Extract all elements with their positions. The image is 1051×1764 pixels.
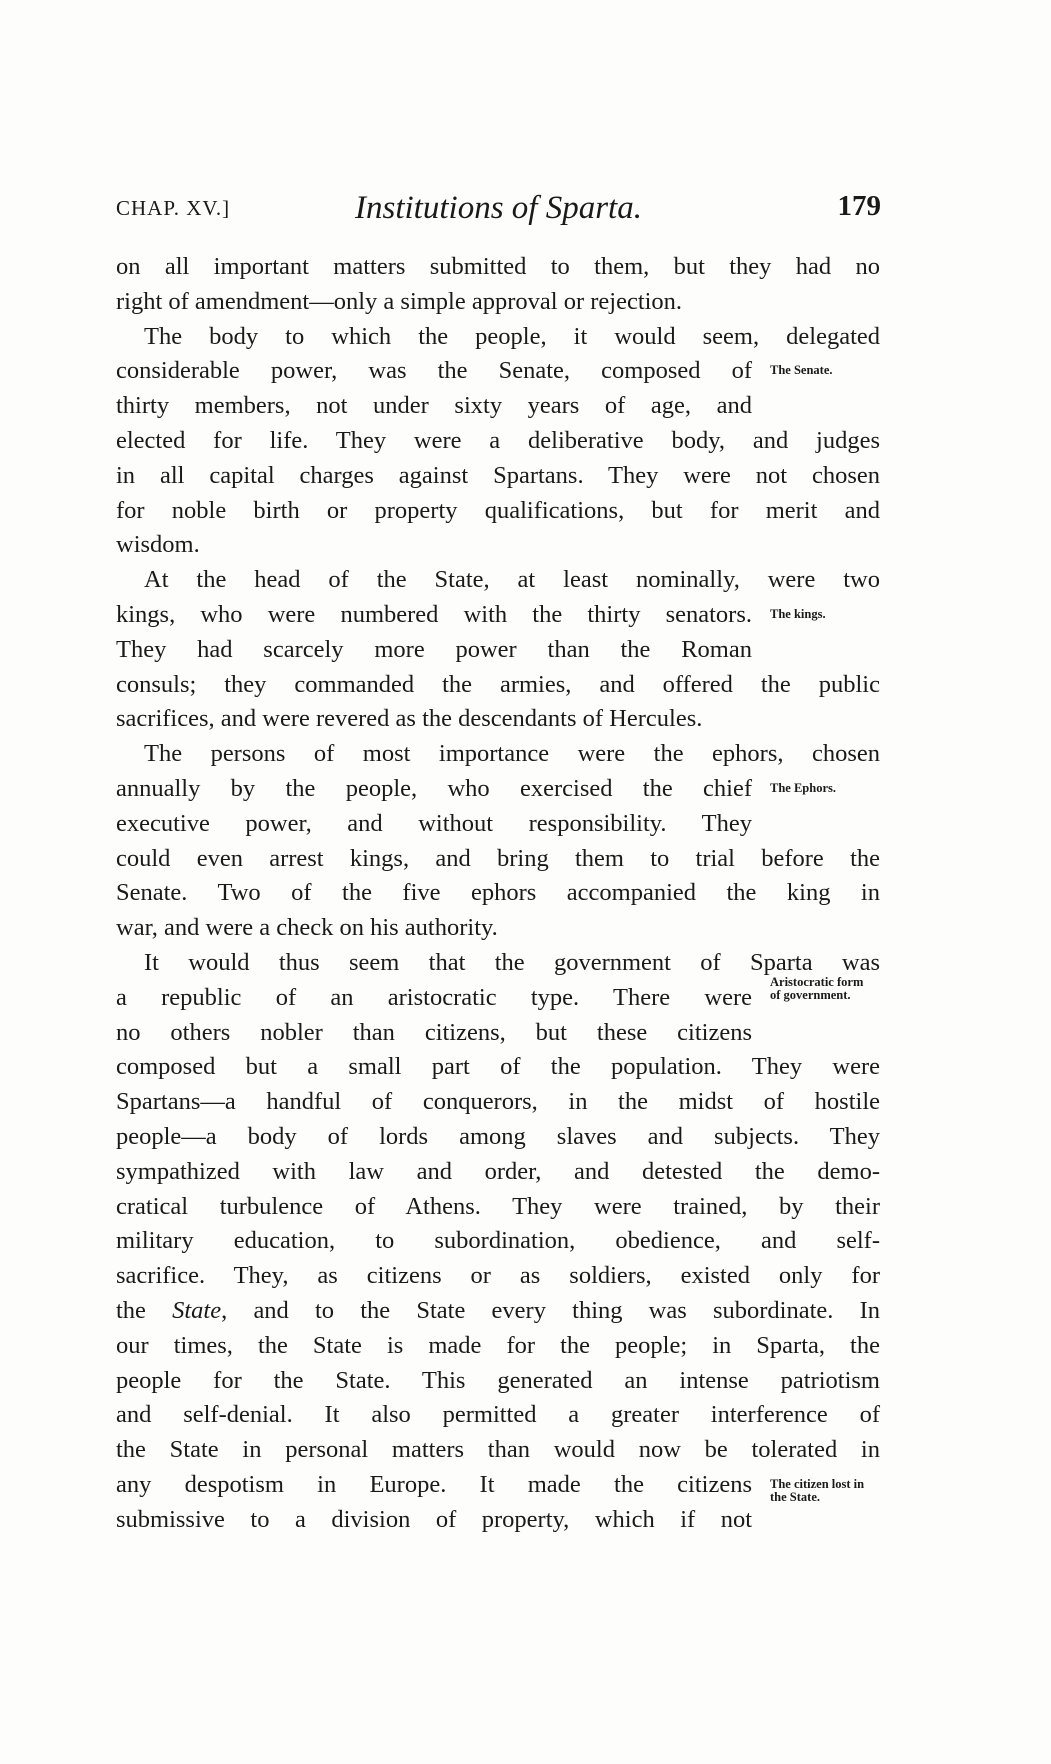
text-line: and self-denial. It also permitted a greater interference of	[116, 1401, 880, 1429]
text-line: no others nobler than citizens, but these citizens	[116, 1018, 752, 1046]
text-line: submissive to a division of property, which if not	[116, 1505, 752, 1533]
text-line: sacrifices, and were revered as the descendants of Hercules.	[116, 705, 703, 733]
text-line: The body to which the people, it would seem, delegated	[144, 322, 880, 350]
margin-note-citizen: The citizen lost in the State.	[770, 1477, 865, 1504]
running-header	[116, 190, 881, 230]
page-body	[116, 250, 880, 1537]
text-line: for noble birth or property qualifications, but for merit and	[116, 496, 880, 524]
page-number: 179	[837, 190, 881, 222]
text-line: the State in personal matters than would now be tolerated in	[116, 1436, 880, 1464]
text-line: military education, to subordination, obedience, and self-	[116, 1227, 880, 1255]
text-line: It would thus seem that the government of Sparta was	[144, 948, 880, 976]
text-line: They had scarcely more power than the Roman	[116, 635, 752, 663]
margin-note-kings: The kings.	[770, 607, 826, 621]
text-line: sympathized with law and order, and detested the demo-	[116, 1157, 880, 1185]
running-title: Institutions of Sparta.	[355, 190, 642, 226]
text-line: Senate. Two of the five ephors accompanied the king in	[116, 879, 880, 907]
chapter-label: CHAP. XV.]	[116, 196, 231, 220]
text-line: executive power, and without responsibility. They	[116, 809, 752, 837]
text-fragment: , and to the State every thing was subordinate. In	[221, 1296, 880, 1324]
text-line: a republic of an aristocratic type. There were	[116, 983, 752, 1011]
text-line: our times, the State is made for the people; in Sparta, the	[116, 1331, 880, 1359]
margin-note-aristocratic: Aristocratic form of government.	[770, 975, 864, 1002]
margin-note-senate: The Senate.	[770, 363, 833, 377]
italic-word: State	[172, 1296, 222, 1324]
text-fragment: the	[116, 1296, 146, 1324]
text-line: people—a body of lords among slaves and subjects. They	[116, 1122, 880, 1150]
text-line: consuls; they commanded the armies, and offered the public	[116, 670, 880, 698]
text-line: considerable power, was the Senate, composed of	[116, 357, 752, 385]
text-line: annually by the people, who exercised the chief	[116, 774, 752, 802]
text-line: The persons of most importance were the ephors, chosen	[144, 740, 880, 768]
text-line: wisdom.	[116, 531, 200, 559]
text-line: cratical turbulence of Athens. They were trained, by their	[116, 1192, 880, 1220]
text-line: in all capital charges against Spartans. They were not chosen	[116, 461, 880, 489]
text-line: elected for life. They were a deliberative body, and judges	[116, 426, 880, 454]
text-line: war, and were a check on his authority.	[116, 914, 498, 942]
text-line: people for the State. This generated an intense patriotism	[116, 1366, 880, 1394]
text-line: thirty members, not under sixty years of age, and	[116, 392, 752, 420]
text-line: Spartans—a handful of conquerors, in the midst of hostile	[116, 1088, 880, 1116]
text-line: At the head of the State, at least nominally, were two	[144, 566, 880, 594]
text-line: composed but a small part of the population. They were	[116, 1053, 880, 1081]
text-line	[116, 1294, 880, 1329]
text-line: kings, who were numbered with the thirty senators.	[116, 600, 752, 628]
text-line: on all important matters submitted to them, but they had no	[116, 253, 880, 280]
text-line: right of amendment—only a simple approval or rejection.	[116, 287, 683, 315]
text-line: could even arrest kings, and bring them to trial before the	[116, 844, 880, 872]
margin-note-ephors: The Ephors.	[770, 781, 836, 795]
text-line: any despotism in Europe. It made the citizens	[116, 1470, 752, 1498]
text-line: sacrifice. They, as citizens or as soldiers, existed only for	[116, 1262, 880, 1290]
